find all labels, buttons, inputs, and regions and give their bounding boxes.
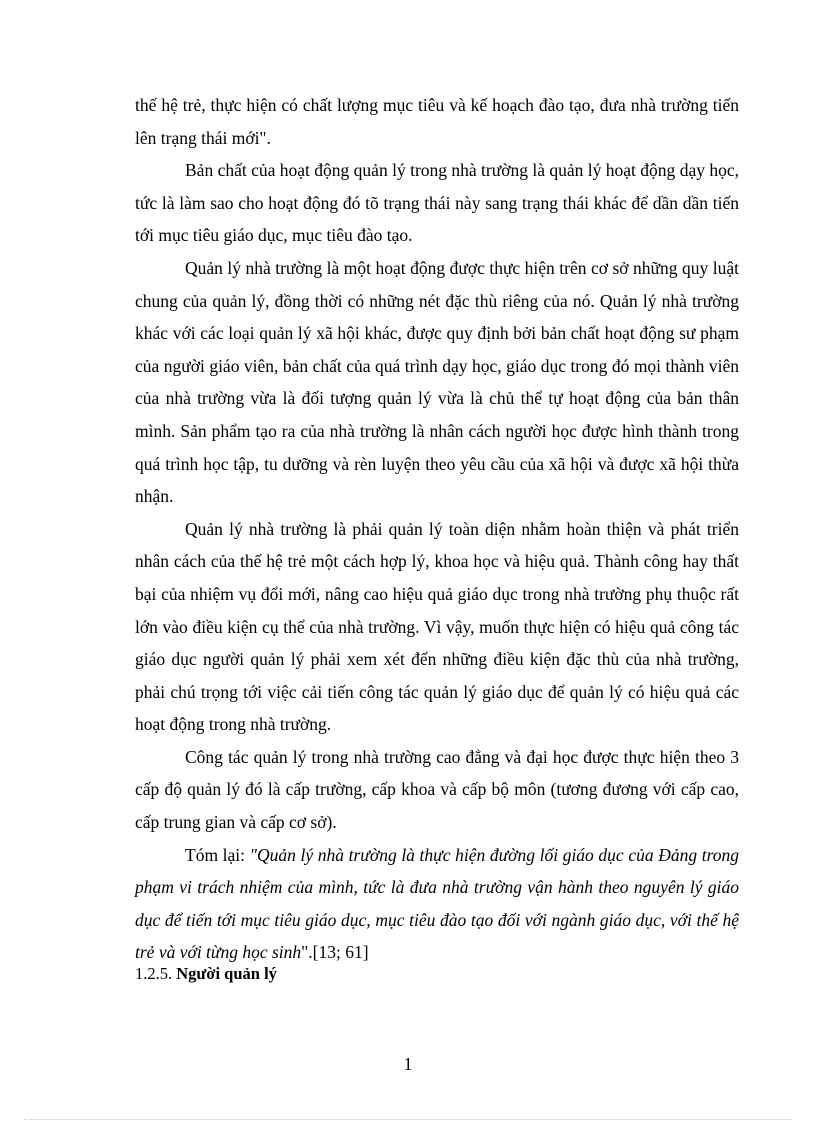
paragraph-summary bbox=[135, 839, 739, 969]
section-heading bbox=[135, 962, 277, 986]
summary-lead: Tóm lại: bbox=[185, 844, 250, 865]
paragraph-continuation: thế hệ trẻ, thực hiện có chất lượng mục tiêu và kế hoạch đào tạo, đưa nhà trường tiến lên trạng thái mới". bbox=[135, 95, 739, 148]
summary-quote: "Quản lý nhà trường là thực hiện đường lối giáo dục của Đảng trong phạm vi trách nhiệm của mình, tức là đưa nhà trường vận hành theo nguyên lý giáo dục để tiến tới mục tiêu giáo dục, mục tiêu đào tạo đối với ngành giáo dục, với thế hệ trẻ và với từng học sinh bbox=[135, 844, 739, 963]
page-bottom-divider bbox=[24, 1119, 792, 1120]
body-text bbox=[135, 89, 739, 969]
page-number: 1 bbox=[403, 1054, 413, 1074]
section-number: 1.2.5. bbox=[135, 964, 177, 983]
paragraph-management-levels: Công tác quản lý trong nhà trường cao đẳng và đại học được thực hiện theo 3 cấp độ quản lý đó là cấp trường, cấp khoa và cấp bộ môn (tương đương với cấp cao, cấp trung gian và cấp cơ sở). bbox=[135, 746, 739, 833]
paragraph-comprehensive-management: Quản lý nhà trường là phải quản lý toàn diện nhằm hoàn thiện và phát triển nhân cách của thế hệ trẻ một cách hợp lý, khoa học và hiệu quả. Thành công hay thất bại của nhiệm vụ đổi mới, nâng cao hiệu quả giáo dục trong nhà trường phụ thuộc rất lớn vào điều kiện cụ thể của nhà trường. Vì vậy, muốn thực hiện có hiệu quả công tác giáo dục người quản lý phải xem xét đến những điều kiện đặc thù của nhà trường, phải chú trọng tới việc cải tiến công tác quản lý giáo dục để quản lý có hiệu quả các hoạt động trong nhà trường. bbox=[135, 518, 739, 735]
summary-citation: ".[13; 61] bbox=[301, 942, 369, 963]
paragraph-nature-of-management: Bản chất của hoạt động quản lý trong nhà trường là quản lý hoạt động dạy học, tức là làm sao cho hoạt động đó tõ trạng thái này sang trạng thái khác để dần dần tiến tới mục tiêu giáo dục, mục tiêu đào tạo. bbox=[135, 160, 739, 246]
section-title: Người quản lý bbox=[176, 964, 277, 983]
paragraph-school-management: Quản lý nhà trường là một hoạt động được thực hiện trên cơ sở những quy luật chung của quản lý, đồng thời có những nét đặc thù riêng của nó. Quản lý nhà trường khác với các loại quản lý xã hội khác, được quy định bởi bản chất hoạt động sư phạm của người giáo viên, bản chất của quá trình dạy học, giáo dục trong đó mọi thành viên của nhà trường vừa là đối tượng quản lý vừa là chủ thể tự hoạt động của bản thân mình. Sản phẩm tạo ra của nhà trường là nhân cách người học được hình thành trong quá trình học tập, tu dưỡng và rèn luyện theo yêu cầu của xã hội và được xã hội thừa nhận. bbox=[135, 257, 739, 507]
